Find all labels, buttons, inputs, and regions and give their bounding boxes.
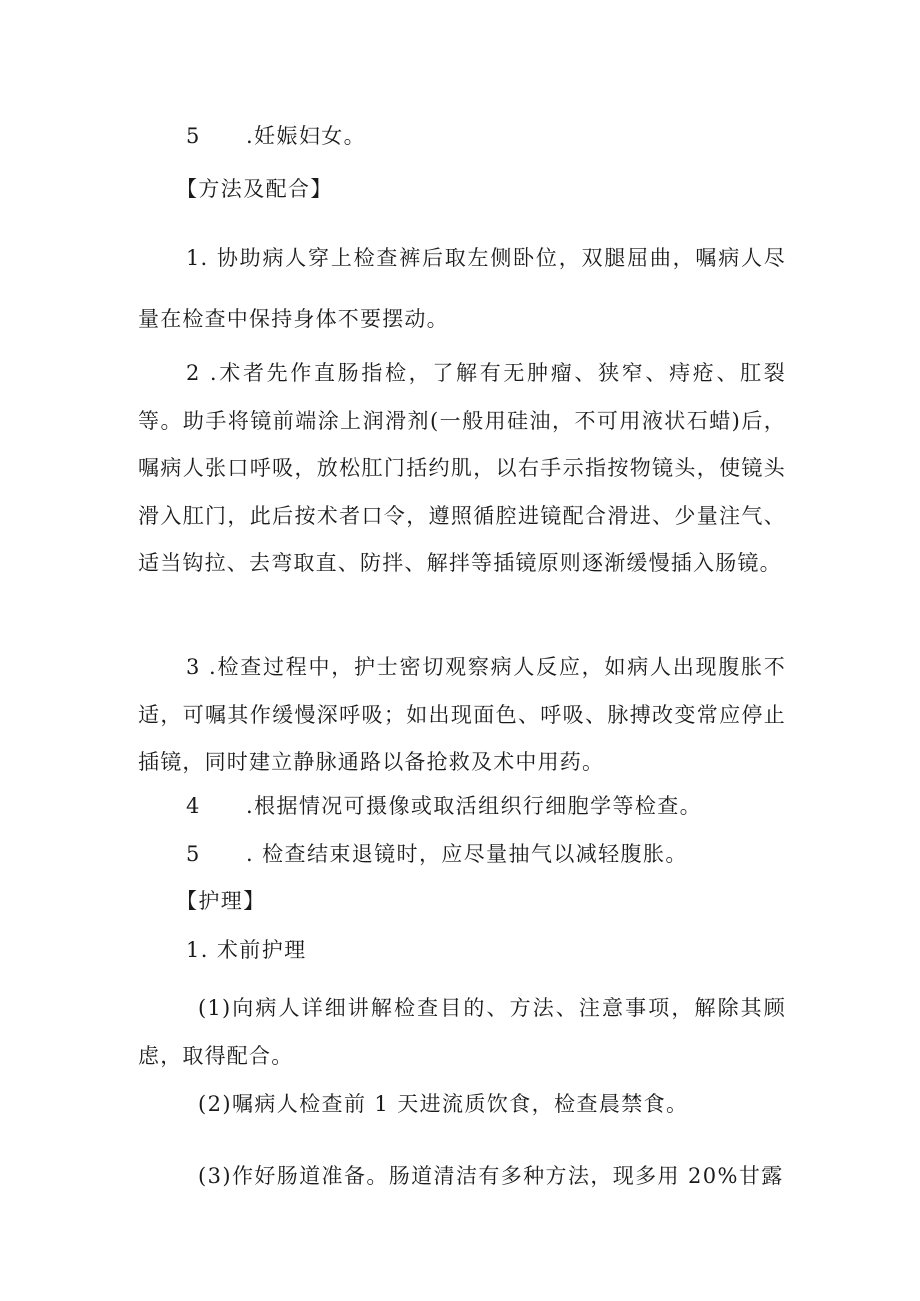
item-5-pregnant <box>186 121 366 151</box>
item-text: .妊娠妇女。 <box>246 124 367 148</box>
care-item-2: (2)嘱病人检查前 1 天进流质饮食，检查晨禁食。 <box>198 1092 689 1116</box>
care-item-1: (1)向病人详细讲解检查目的、方法、注意事项，解除其顾虑，取得配合。 <box>138 996 786 1068</box>
item-number: 5 <box>186 842 201 866</box>
method-paragraph-2: 2 .术者先作直肠指检，了解有无肿瘤、狭窄、痔疮、肛裂等。助手将镜前端涂上润滑剂(一般用硅油，不可用液状石蜡)后，嘱病人张口呼吸，放松肛门括约肌，以右手示指按物镜头，使镜头滑入肛门，此后按术者口令，遵照循腔进镜配合滑进、少量注气、适当钩拉、去弯取直、防拌、解拌等插镜原则逐渐缓慢插入肠镜。 <box>138 361 786 575</box>
section-heading-method: 【方法及配合】 <box>176 177 333 201</box>
care-item-3: (3)作好肠道准备。肠道清洁有多种方法，现多用 20%甘露 <box>198 1164 784 1188</box>
method-item-5 <box>186 839 688 869</box>
method-paragraph-1: 1. 协助病人穿上检查裤后取左侧卧位，双腿屈曲，嘱病人尽量在检查中保持身体不要摆动。 <box>138 246 786 331</box>
item-number: 4 <box>186 794 201 818</box>
section-heading-care: 【护理】 <box>176 889 266 913</box>
item-text: .根据情况可摄像或取活组织行细胞学等检查。 <box>246 794 703 818</box>
item-number: 5 <box>186 124 201 148</box>
method-paragraph-3: 3 .检查过程中，护士密切观察病人反应，如病人出现腹胀不适，可嘱其作缓慢深呼吸；如出现面色、呼吸、脉搏改变常应停止插镜，同时建立静脉通路以备抢救及术中用药。 <box>138 655 786 774</box>
method-item-4 <box>186 791 702 821</box>
item-text: . 检查结束退镜时，应尽量抽气以减轻腹胀。 <box>246 842 688 866</box>
care-subheading-preop: 1. 术前护理 <box>186 938 307 962</box>
